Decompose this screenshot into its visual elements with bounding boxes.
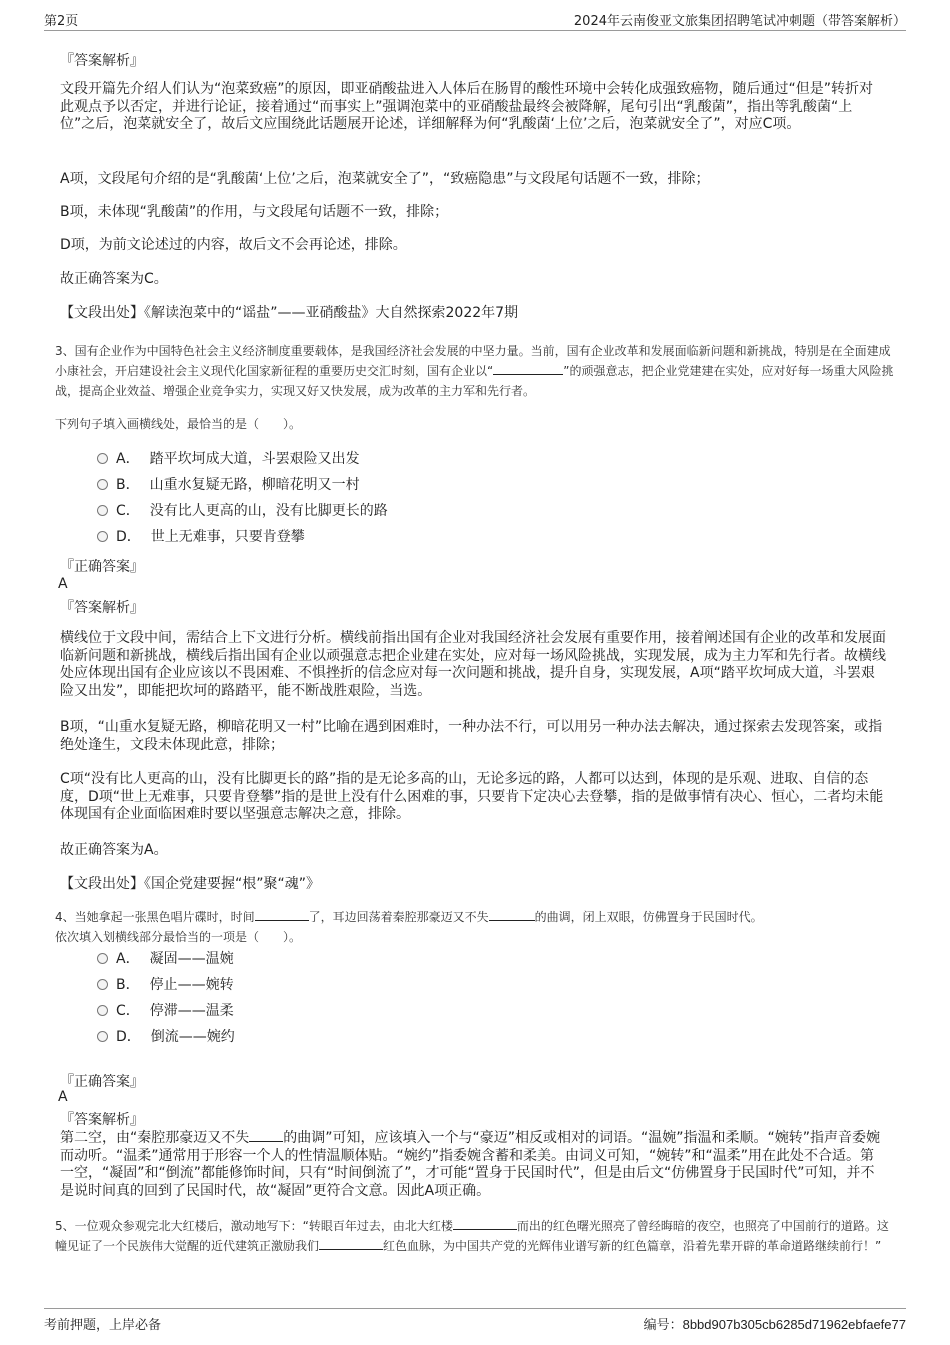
radio-icon[interactable]	[97, 1031, 108, 1042]
radio-icon[interactable]	[97, 531, 108, 542]
q4-option-c[interactable]: C． 停滞——温柔	[97, 1003, 234, 1020]
q4-analysis-label: 『答案解析』	[60, 1112, 144, 1128]
page-header	[44, 8, 906, 31]
q3-option-a[interactable]: A． 踏平坎坷成大道，斗罢艰险又出发	[97, 451, 360, 468]
q3-option-d[interactable]: D． 世上无难事，只要肯登攀	[97, 529, 305, 546]
radio-icon[interactable]	[97, 453, 108, 464]
q4-stem: 4、当她拿起一张黑色唱片碟时，时间 了，耳边回荡着秦腔那豪迈又不失 的曲调，闭上双眼，仿佛置身于民国时代。	[55, 910, 763, 924]
q2-analysis-option-a: A项，文段尾句介绍的是“乳酸菌‘上位’之后，泡菜就安全了”，“致癌隐患”与文段尾句话题不一致，排除；	[60, 171, 710, 187]
q3-stem: 3、国有企业作为中国特色社会主义经济制度重要载体，是我国经济社会发展的中坚力量。当前，国有企业改革和发展面临新问题和新挑战，特别是在全面建成小康社会，开启建设社会主义现代化国家新征程的重要历史交汇时刻，国有企业以“ ”的顽强意志，把企业党建建在实处，应对好每一场重大风险挑战，提高企业效益、增强企业竞争实力，实现又好又快发展，成为改革的主力军和先行者。	[55, 344, 894, 398]
q4-option-a[interactable]: A． 凝固——温婉	[97, 951, 234, 968]
radio-icon[interactable]	[97, 505, 108, 516]
q4-analysis-para: 第二空，由“秦腔那豪迈又不失 的曲调”可知，应该填入一个与“豪迈”相反或相对的词语。“温婉”指温和柔顺。“婉转”指声音委婉而动听。“温柔”通常用于形容一个人的性情温顺体贴。“婉约”指委婉含蓄和柔美。由词义可知，“婉转”和“温柔”用在此处不合适。第一空，“凝固”和“倒流”都能修饰时间，只有“时间倒流了”，才可能“置身于民国时代”，但是由后文“仿佛置身于民国时代”可知，并不是说时间真的回到了民国时代，故“凝固”更符合文意。因此A项正确。	[60, 1130, 881, 1199]
page-number: 第2页	[44, 14, 79, 29]
q5-blank-2	[319, 1237, 383, 1250]
q3-analysis-label: 『答案解析』	[60, 600, 144, 616]
q3-analysis-para: 横线位于文段中间，需结合上下文进行分析。横线前指出国有企业对我国经济社会发展有重要作用，接着阐述国有企业的改革和发展面临新问题和新挑战，横线后指出国有企业以顽强意志把企业建在实处，应对每一场风险挑战，实现发展，成为主力军和先行者。故横线处应体现出国有企业应该以不畏困难、不惧挫折的信念应对每一次问题和挑战，提升自身，实现发展，A项“踏平坎坷成大道，斗罢艰险又出发”，即能把坎坷的路踏平，能不断战胜艰险，当选。	[60, 630, 886, 699]
q4-option-b[interactable]: B． 停止——婉转	[97, 977, 234, 994]
q3-answer-label: 『正确答案』	[60, 559, 144, 575]
q4-answer-label: 『正确答案』	[60, 1074, 144, 1090]
q2-analysis-label: 『答案解析』	[60, 53, 144, 69]
q2-analysis-option-b: B项，未体现“乳酸菌”的作用，与文段尾句话题不一致，排除；	[60, 204, 449, 220]
q4-answer: A	[58, 1089, 68, 1105]
radio-icon[interactable]	[97, 953, 108, 964]
q3-option-c[interactable]: C． 没有比人更高的山，没有比脚更长的路	[97, 503, 388, 520]
q3-blank	[493, 362, 563, 375]
q3-prompt: 下列句子填入画横线处，最恰当的是（ ）。	[55, 417, 302, 431]
radio-icon[interactable]	[97, 1005, 108, 1016]
q4-blank-2	[489, 908, 535, 921]
q3-option-b[interactable]: B． 山重水复疑无路，柳暗花明又一村	[97, 477, 360, 494]
radio-icon[interactable]	[97, 479, 108, 490]
document-title: 2024年云南俊亚文旅集团招聘笔试冲刺题（带答案解析）	[573, 14, 906, 29]
footer-serial: 编号：8bbd907b305cb6285d71962ebfaefe77	[643, 1317, 906, 1332]
q4-blank-1	[255, 908, 309, 921]
q2-analysis-option-d: D项，为前文论述过的内容，故后文不会再论述，排除。	[60, 237, 407, 253]
q5-blank-1	[453, 1217, 517, 1230]
q3-analysis-option-cd: C项“没有比人更高的山，没有比脚更长的路”指的是无论多高的山，无论多远的路，人都可以达到，体现的是乐观、进取、自信的态度，D项“世上无难事，只要肯登攀”指的是世上没有什么困难的事，只要肯下定决心去登攀，指的是做事情有决心、恒心，二者均未能体现国有企业面临困难时要以坚强意志解决之意，排除。	[60, 771, 884, 822]
radio-icon[interactable]	[97, 979, 108, 990]
q4-prompt: 依次填入划横线部分最恰当的一项是（ ）。	[55, 930, 302, 944]
q4-option-d[interactable]: D． 倒流——婉约	[97, 1029, 235, 1046]
q3-conclusion: 故正确答案为A。	[60, 842, 168, 858]
q3-source: 【文段出处】《国企党建要握“根”聚“魂”》	[60, 876, 321, 892]
q2-source: 【文段出处】《解读泡菜中的“谣盐”——亚硝酸盐》大自然探索2022年7期	[60, 305, 519, 321]
q5-stem: 5、一位观众参观完北大红楼后，激动地写下：“转眼百年过去，由北大红楼 而出的红色曙光照亮了曾经晦暗的夜空，也照亮了中国前行的道路。这幢见证了一个民族伟大觉醒的近代建筑正激励我们 红色血脉，为中国共产党的光辉伟业谱写新的红色篇章，沿着先辈开辟的革命道路继续前行！”	[55, 1219, 889, 1253]
q4-analysis-blank	[249, 1129, 283, 1142]
q2-conclusion: 故正确答案为C。	[60, 271, 168, 287]
q2-analysis-para: 文段开篇先介绍人们认为“泡菜致癌”的原因，即亚硝酸盐进入人体后在肠胃的酸性环境中会转化成强致癌物，随后通过“但是”转折对此观点予以否定，并进行论证，接着通过“而事实上”强调泡菜中的亚硝酸盐最终会被降解，尾句引出“乳酸菌”，指出等乳酸菌“上位”之后，泡菜就安全了，故后文应围绕此话题展开论述，详细解释为何“乳酸菌‘上位’之后，泡菜就安全了”，对应C项。	[60, 81, 874, 132]
q3-answer: A	[58, 576, 68, 592]
q3-analysis-option-b: B项，“山重水复疑无路，柳暗花明又一村”比喻在遇到困难时，一种办法不行，可以用另一种办法去解决，通过探索去发现答案，或指绝处逢生，文段未体现此意，排除；	[60, 719, 883, 753]
page-footer	[44, 1308, 906, 1333]
footer-slogan: 考前押题，上岸必备	[44, 1318, 162, 1333]
